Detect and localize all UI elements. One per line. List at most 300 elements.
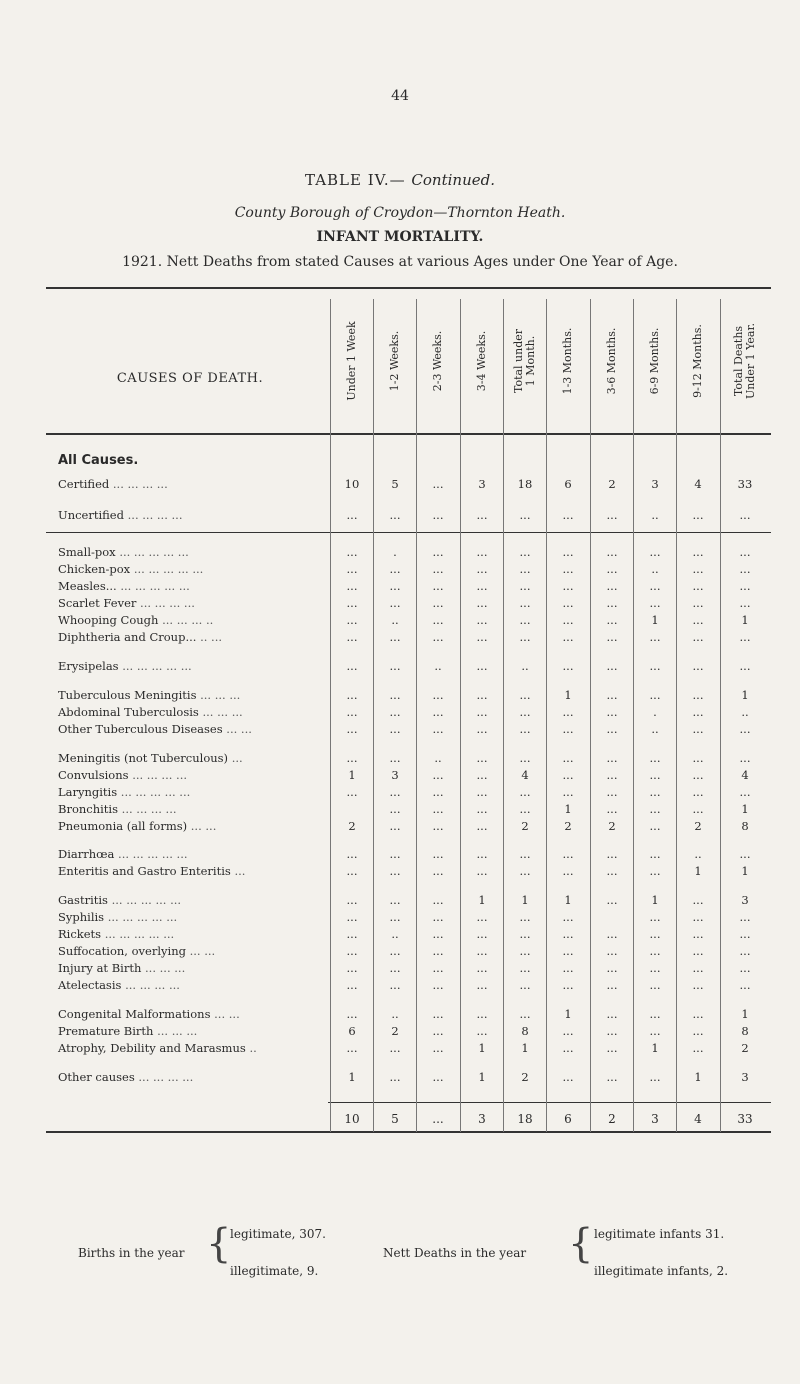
value-cell: ...	[562, 1041, 574, 1055]
value-cell: ...	[606, 630, 618, 644]
value-cell: ...	[432, 1007, 444, 1021]
value-cell: ...	[692, 508, 704, 522]
value-cell: 1	[564, 688, 572, 702]
value-cell: ...	[476, 978, 488, 992]
cause-label	[58, 802, 177, 816]
births-label: Births in the year	[78, 1246, 185, 1260]
value-cell: ...	[346, 508, 358, 522]
cause-name: Measles...	[58, 579, 117, 593]
table-row	[0, 508, 800, 522]
table-title	[0, 171, 800, 189]
leader-dots: ... ... ... ... ...	[120, 785, 191, 799]
value-cell: ...	[649, 545, 661, 559]
cause-name: Syphilis	[58, 910, 105, 924]
value-cell: ...	[606, 768, 618, 782]
value-cell: ...	[476, 751, 488, 765]
col-header-6-9-months: 6-9 Months.	[648, 327, 661, 395]
value-cell: ...	[606, 847, 618, 861]
value-cell: ...	[432, 613, 444, 627]
cause-label	[58, 864, 245, 878]
value-cell: ...	[692, 768, 704, 782]
value-cell: ...	[739, 978, 751, 992]
leader-dots: ... ... ... ... ...	[118, 847, 188, 861]
value-cell: ...	[389, 944, 401, 958]
cause-name: Diarrhœa	[58, 847, 115, 861]
value-cell: ...	[476, 1007, 488, 1021]
cause-name: Tuberculous Meningitis	[58, 688, 197, 702]
leader-dots: ... ... ... ... ...	[104, 927, 175, 941]
value-cell: 2	[521, 819, 529, 833]
value-cell: ...	[692, 659, 704, 673]
cause-name: Whooping Cough	[58, 613, 159, 627]
value-cell: .	[653, 705, 657, 719]
value-cell: ...	[519, 722, 531, 736]
value-cell: ...	[692, 579, 704, 593]
value-cell: ...	[692, 751, 704, 765]
value-cell: ...	[432, 596, 444, 610]
cause-label	[58, 722, 252, 736]
cause-label	[58, 819, 216, 833]
value-cell: ...	[432, 944, 444, 958]
value-cell: ...	[606, 659, 618, 673]
cause-label	[58, 477, 168, 491]
value-cell: ...	[649, 630, 661, 644]
total-cell: 4	[694, 1112, 702, 1126]
cause-name: Suffocation, overlying	[58, 944, 186, 958]
brace-icon: {	[568, 1221, 594, 1267]
value-cell: ...	[562, 961, 574, 975]
leader-dots: ... ... ... ...	[132, 768, 188, 782]
cause-name: Chicken-pox	[58, 562, 131, 576]
leader-dots: ... ... ... ...	[125, 978, 180, 992]
value-cell: ...	[692, 1024, 704, 1038]
value-cell: ...	[562, 785, 574, 799]
value-cell: ...	[562, 1070, 574, 1084]
table-row	[0, 1024, 800, 1038]
cause-label	[58, 562, 203, 576]
cause-name: Laryngitis	[58, 785, 118, 799]
value-cell: ...	[692, 545, 704, 559]
value-cell: 1	[741, 613, 749, 627]
table-row	[0, 819, 800, 833]
value-cell: ...	[389, 630, 401, 644]
value-cell: ...	[739, 545, 751, 559]
table-title-main: TABLE IV.—	[305, 171, 406, 189]
value-cell: ..	[651, 508, 659, 522]
value-cell: ...	[476, 613, 488, 627]
leader-dots: ... ...	[226, 722, 252, 736]
value-cell: ...	[432, 785, 444, 799]
value-cell: 2	[741, 1041, 749, 1055]
value-cell: ...	[346, 688, 358, 702]
leader-dots: ... ... ... ...	[121, 802, 177, 816]
total-cell: 10	[344, 1112, 360, 1126]
cause-label	[58, 847, 188, 861]
value-cell: 10	[344, 477, 360, 491]
table-row	[0, 579, 800, 593]
table-heading: INFANT MORTALITY.	[316, 229, 484, 245]
col-header-total-under-1-month: Total under 1 Month.	[512, 328, 537, 394]
value-cell: ...	[519, 630, 531, 644]
brace-icon: {	[206, 1221, 232, 1267]
value-cell: ...	[432, 545, 444, 559]
value-cell: ...	[692, 562, 704, 576]
leader-dots: ... ... ...	[157, 1024, 198, 1038]
value-cell: ...	[739, 508, 751, 522]
value-cell: 1	[521, 893, 529, 907]
value-cell: ...	[389, 961, 401, 975]
leader-dots: ... ... ... ... ...	[120, 579, 190, 593]
value-cell: ...	[649, 927, 661, 941]
cause-label	[58, 785, 190, 799]
value-cell: ...	[649, 751, 661, 765]
value-cell: ...	[476, 508, 488, 522]
value-cell: ...	[649, 1024, 661, 1038]
value-cell: ...	[739, 961, 751, 975]
value-cell: 1	[651, 893, 659, 907]
cause-name: Rickets	[58, 927, 102, 941]
value-cell: ...	[649, 864, 661, 878]
leader-dots: ... ...	[190, 819, 217, 833]
leader-dots: ... ...	[189, 944, 216, 958]
value-cell: ...	[606, 802, 618, 816]
births-legitimate: legitimate, 307.	[230, 1227, 326, 1241]
value-cell: ...	[606, 944, 618, 958]
value-cell: ...	[432, 1024, 444, 1038]
table-caption: 1921. Nett Deaths from stated Causes at various Ages under One Year of Age.	[122, 254, 678, 270]
value-cell: ...	[389, 864, 401, 878]
value-cell: ...	[606, 705, 618, 719]
cause-name: Atrophy, Debility and Marasmus	[58, 1041, 246, 1055]
cause-name: Enteritis and Gastro Enteritis	[58, 864, 231, 878]
cause-label	[58, 1024, 197, 1038]
births-illegitimate: illegitimate, 9.	[230, 1264, 319, 1278]
value-cell: ..	[694, 847, 702, 861]
value-cell: ...	[432, 978, 444, 992]
cause-name: Uncertified	[58, 508, 124, 522]
value-cell: ..	[391, 613, 399, 627]
value-cell: ...	[346, 545, 358, 559]
value-cell: ...	[476, 722, 488, 736]
table-subtitle: County Borough of Croydon—Thornton Heath.	[234, 205, 566, 221]
value-cell: ...	[389, 785, 401, 799]
value-cell: ...	[739, 785, 751, 799]
value-cell: ...	[649, 978, 661, 992]
value-cell: 2	[391, 1024, 399, 1038]
cause-name: Meningitis (not Tuberculous)	[58, 751, 229, 765]
table-row	[0, 768, 800, 782]
value-cell: ...	[649, 802, 661, 816]
table-row	[0, 944, 800, 958]
table-row	[0, 864, 800, 878]
value-cell: ...	[346, 944, 358, 958]
cause-name: Certified	[58, 477, 110, 491]
value-cell: ...	[519, 751, 531, 765]
value-cell: 2	[608, 819, 616, 833]
value-cell: ...	[649, 1007, 661, 1021]
cause-label	[58, 688, 240, 702]
value-cell: 1	[741, 688, 749, 702]
value-cell: ...	[346, 705, 358, 719]
value-cell: ...	[432, 927, 444, 941]
value-cell: ...	[739, 847, 751, 861]
total-cell: 3	[478, 1112, 486, 1126]
value-cell: 1	[741, 1007, 749, 1021]
cause-label	[58, 961, 185, 975]
table-row	[0, 1070, 800, 1084]
value-cell: ...	[649, 659, 661, 673]
value-cell: ...	[649, 596, 661, 610]
cause-label	[58, 508, 182, 522]
value-cell: ...	[562, 751, 574, 765]
cause-label	[58, 613, 213, 627]
deaths-label: Nett Deaths in the year	[383, 1246, 527, 1260]
value-cell: ...	[519, 847, 531, 861]
value-cell: ...	[389, 722, 401, 736]
cause-name: Premature Birth	[58, 1024, 154, 1038]
value-cell: ...	[649, 1070, 661, 1084]
cause-label	[58, 927, 174, 941]
value-cell: ...	[519, 545, 531, 559]
value-cell: ...	[346, 659, 358, 673]
value-cell: ...	[432, 722, 444, 736]
total-cell: 3	[651, 1112, 659, 1126]
cause-name: Other causes	[58, 1070, 135, 1084]
value-cell: 6	[348, 1024, 356, 1038]
value-cell: ...	[562, 722, 574, 736]
cause-label	[58, 768, 187, 782]
value-cell: ...	[562, 847, 574, 861]
value-cell: ...	[519, 579, 531, 593]
value-cell: ...	[389, 1041, 401, 1055]
value-cell: ...	[432, 1070, 444, 1084]
value-cell: ...	[692, 961, 704, 975]
cause-label	[58, 705, 243, 719]
value-cell: .	[393, 545, 397, 559]
value-cell: ...	[562, 562, 574, 576]
value-cell: ...	[476, 785, 488, 799]
value-cell: ...	[389, 508, 401, 522]
total-cell: 33	[737, 1112, 753, 1126]
leader-dots: ... ... ...	[145, 961, 186, 975]
value-cell: ...	[476, 579, 488, 593]
cause-name: Injury at Birth	[58, 961, 142, 975]
value-cell: ...	[692, 688, 704, 702]
value-cell: ...	[562, 630, 574, 644]
value-cell: 2	[564, 819, 572, 833]
value-cell: ...	[389, 893, 401, 907]
table-row	[0, 705, 800, 719]
value-cell: 1	[564, 1007, 572, 1021]
cause-label	[58, 978, 180, 992]
value-cell: ...	[739, 659, 751, 673]
table-top-rule	[46, 287, 771, 289]
value-cell: ...	[649, 579, 661, 593]
col-header-3-4-weeks: 3-4 Weeks.	[475, 330, 488, 392]
value-cell: ...	[606, 1041, 618, 1055]
value-cell: ...	[476, 596, 488, 610]
cause-name: Convulsions	[58, 768, 129, 782]
col-header-2-3-weeks: 2-3 Weeks.	[431, 330, 444, 392]
value-cell: ...	[519, 978, 531, 992]
value-cell: ...	[692, 802, 704, 816]
leader-dots: ...	[234, 864, 246, 878]
value-cell: ...	[606, 893, 618, 907]
value-cell: 1	[651, 613, 659, 627]
value-cell: 1	[741, 864, 749, 878]
value-cell: ...	[519, 944, 531, 958]
table-row	[0, 1007, 800, 1021]
total-cell: ...	[432, 1112, 444, 1126]
value-cell: ...	[692, 630, 704, 644]
value-cell: ...	[389, 596, 401, 610]
cause-name: Abdominal Tuberculosis	[58, 705, 199, 719]
value-cell: ...	[346, 562, 358, 576]
value-cell: ...	[562, 768, 574, 782]
value-cell: ...	[389, 910, 401, 924]
value-cell: ...	[562, 545, 574, 559]
cause-name: Congenital Malformations	[58, 1007, 211, 1021]
causes-of-death-header: CAUSES OF DEATH.	[116, 371, 264, 386]
value-cell: ...	[519, 864, 531, 878]
value-cell: ...	[649, 944, 661, 958]
table-row	[0, 562, 800, 576]
value-cell: 3	[391, 768, 399, 782]
value-cell: 6	[564, 477, 572, 491]
value-cell: ...	[346, 927, 358, 941]
table-row	[0, 910, 800, 924]
value-cell: ...	[346, 579, 358, 593]
value-cell: ...	[692, 927, 704, 941]
value-cell: ...	[432, 819, 444, 833]
table-row	[0, 596, 800, 610]
cause-name: Diphtheria and Croup...	[58, 630, 197, 644]
value-cell: 4	[741, 768, 749, 782]
value-cell: 1	[694, 864, 702, 878]
value-cell: ...	[432, 562, 444, 576]
total-cell: 5	[391, 1112, 399, 1126]
cause-label	[58, 545, 189, 559]
leader-dots: ... ...	[214, 1007, 240, 1021]
value-cell: ...	[519, 508, 531, 522]
value-cell: ...	[562, 944, 574, 958]
value-cell: ...	[389, 802, 401, 816]
value-cell: ...	[739, 630, 751, 644]
value-cell: ...	[739, 562, 751, 576]
value-cell: ...	[692, 613, 704, 627]
section-all-causes: All Causes.	[58, 453, 139, 468]
deaths-illegitimate: illegitimate infants, 2.	[594, 1264, 729, 1278]
cause-label	[58, 910, 177, 924]
value-cell: ...	[606, 1007, 618, 1021]
value-cell: ..	[391, 927, 399, 941]
cause-label	[58, 596, 195, 610]
table-row	[0, 722, 800, 736]
value-cell: 8	[741, 1024, 749, 1038]
value-cell: ...	[476, 562, 488, 576]
value-cell: ...	[389, 751, 401, 765]
cause-label	[58, 630, 222, 644]
value-cell: ...	[606, 688, 618, 702]
value-cell: ...	[346, 961, 358, 975]
table-row	[0, 1041, 800, 1055]
value-cell: ...	[519, 910, 531, 924]
leader-dots: ... ... ... ... ...	[119, 545, 189, 559]
value-cell: ...	[739, 579, 751, 593]
value-cell: ...	[519, 802, 531, 816]
value-cell: ...	[606, 961, 618, 975]
value-cell: 8	[521, 1024, 529, 1038]
value-cell: ...	[346, 751, 358, 765]
value-cell: ...	[346, 596, 358, 610]
value-cell: ...	[476, 659, 488, 673]
value-cell: ...	[389, 562, 401, 576]
page-number: 44	[391, 88, 409, 104]
value-cell: ...	[389, 688, 401, 702]
value-cell: ..	[434, 751, 442, 765]
cause-label	[58, 579, 190, 593]
leader-dots: ... ... ... ... ...	[122, 659, 192, 673]
value-cell: ...	[562, 579, 574, 593]
value-cell: ...	[649, 768, 661, 782]
value-cell: ...	[692, 722, 704, 736]
table-row	[0, 978, 800, 992]
leader-dots: ... ... ... ... ...	[133, 562, 204, 576]
value-cell: ...	[346, 785, 358, 799]
value-cell: 1	[348, 1070, 356, 1084]
value-cell: ...	[606, 596, 618, 610]
cause-label	[58, 751, 243, 765]
value-cell: ...	[606, 978, 618, 992]
cause-label	[58, 944, 215, 958]
value-cell: 1	[741, 802, 749, 816]
leader-dots: ... ... ... ...	[127, 508, 183, 522]
value-cell: 2	[521, 1070, 529, 1084]
cause-name: Bronchitis	[58, 802, 119, 816]
value-cell: ...	[562, 910, 574, 924]
value-cell: ...	[739, 944, 751, 958]
value-cell: 2	[608, 477, 616, 491]
value-cell: ..	[521, 659, 529, 673]
value-cell: ...	[519, 596, 531, 610]
value-cell: ...	[606, 722, 618, 736]
value-cell: ...	[346, 1041, 358, 1055]
value-cell: 3	[741, 893, 749, 907]
col-header-under-1-week: Under 1 Week	[345, 321, 358, 401]
value-cell: ...	[562, 508, 574, 522]
value-cell: ...	[519, 613, 531, 627]
cause-name: Erysipelas	[58, 659, 119, 673]
cause-label	[58, 1070, 193, 1084]
value-cell: ...	[476, 802, 488, 816]
value-cell: ...	[432, 961, 444, 975]
value-cell: ...	[346, 864, 358, 878]
value-cell: ...	[739, 722, 751, 736]
value-cell: 18	[517, 477, 533, 491]
table-row	[0, 613, 800, 627]
value-cell: ...	[562, 659, 574, 673]
leader-dots: ...	[231, 751, 243, 765]
value-cell: ...	[606, 751, 618, 765]
value-cell: 8	[741, 819, 749, 833]
value-cell: ...	[739, 596, 751, 610]
value-cell: ...	[476, 961, 488, 975]
table-row	[0, 545, 800, 559]
table-row	[0, 659, 800, 673]
value-cell: 1	[564, 802, 572, 816]
col-header-3-6-months: 3-6 Months.	[605, 327, 618, 395]
value-cell: ...	[692, 1041, 704, 1055]
